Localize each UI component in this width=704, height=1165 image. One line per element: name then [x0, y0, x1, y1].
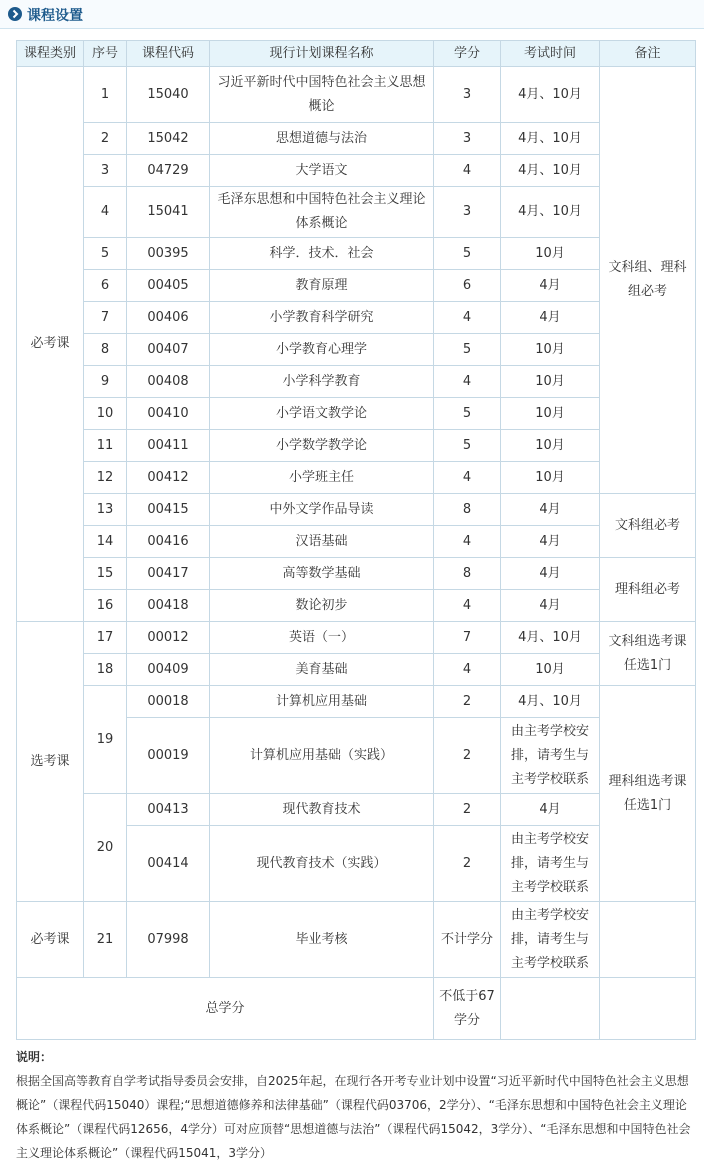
row-no: 19 — [84, 686, 127, 794]
row-credit: 4 — [434, 526, 501, 558]
row-credit: 3 — [434, 67, 501, 123]
table-row — [17, 302, 696, 334]
row-name: 小学教育科学研究 — [210, 302, 434, 334]
row-time: 10月 — [501, 654, 600, 686]
total-empty — [501, 978, 600, 1040]
row-code: 00414 — [127, 826, 210, 902]
table-row — [17, 654, 696, 686]
row-credit: 6 — [434, 270, 501, 302]
row-code: 00418 — [127, 590, 210, 622]
row-code: 00012 — [127, 622, 210, 654]
row-credit: 8 — [434, 558, 501, 590]
row-time: 4月、10月 — [501, 187, 600, 238]
row-time: 4月 — [501, 590, 600, 622]
table-row — [17, 123, 696, 155]
row-code: 00411 — [127, 430, 210, 462]
row-name: 思想道德与法治 — [210, 123, 434, 155]
table-row — [17, 526, 696, 558]
row-time: 由主考学校安排，请考生与主考学校联系 — [501, 826, 600, 902]
row-time: 4月、10月 — [501, 67, 600, 123]
total-label: 总学分 — [17, 978, 434, 1040]
course-table — [16, 40, 696, 1040]
row-name: 美育基础 — [210, 654, 434, 686]
row-no: 20 — [84, 794, 127, 902]
total-value: 不低于67学分 — [434, 978, 501, 1040]
table-row — [17, 67, 696, 123]
row-no: 4 — [84, 187, 127, 238]
header-code: 课程代码 — [127, 41, 210, 67]
row-code: 00019 — [127, 718, 210, 794]
table-row — [17, 590, 696, 622]
row-no: 18 — [84, 654, 127, 686]
row-credit: 2 — [434, 794, 501, 826]
row-time: 由主考学校安排，请考生与主考学校联系 — [501, 902, 600, 978]
row-no: 12 — [84, 462, 127, 494]
row-code: 00415 — [127, 494, 210, 526]
row-name: 小学班主任 — [210, 462, 434, 494]
row-time: 10月 — [501, 398, 600, 430]
row-name: 数论初步 — [210, 590, 434, 622]
row-time: 4月、10月 — [501, 155, 600, 187]
row-time: 4月、10月 — [501, 686, 600, 718]
row-code: 00408 — [127, 366, 210, 398]
row-time: 4月 — [501, 794, 600, 826]
row-name: 小学语文教学论 — [210, 398, 434, 430]
row-credit: 7 — [434, 622, 501, 654]
row-credit: 5 — [434, 430, 501, 462]
row-code: 04729 — [127, 155, 210, 187]
row-credit: 2 — [434, 826, 501, 902]
row-no: 9 — [84, 366, 127, 398]
table-row — [17, 155, 696, 187]
row-code: 00409 — [127, 654, 210, 686]
row-time: 4月 — [501, 494, 600, 526]
row-credit: 4 — [434, 155, 501, 187]
table-row — [17, 494, 696, 526]
remark-cell-empty — [600, 902, 696, 978]
row-name: 大学语文 — [210, 155, 434, 187]
row-no: 6 — [84, 270, 127, 302]
table-row — [17, 794, 696, 826]
table-row — [17, 462, 696, 494]
header-name: 现行计划课程名称 — [210, 41, 434, 67]
row-credit: 8 — [434, 494, 501, 526]
row-credit: 4 — [434, 590, 501, 622]
row-no: 17 — [84, 622, 127, 654]
row-code: 00417 — [127, 558, 210, 590]
row-code: 00412 — [127, 462, 210, 494]
row-name: 高等数学基础 — [210, 558, 434, 590]
table-header-row — [17, 41, 696, 67]
remark-cell: 理科组选考课任选1门 — [600, 686, 696, 902]
table-row — [17, 238, 696, 270]
table-row — [17, 187, 696, 238]
row-credit: 5 — [434, 238, 501, 270]
row-time: 10月 — [501, 430, 600, 462]
header-remark: 备注 — [600, 41, 696, 67]
row-time: 10月 — [501, 462, 600, 494]
row-no: 21 — [84, 902, 127, 978]
row-name: 现代教育技术（实践） — [210, 826, 434, 902]
row-name: 小学教育心理学 — [210, 334, 434, 366]
row-name: 小学数学教学论 — [210, 430, 434, 462]
row-code: 00407 — [127, 334, 210, 366]
row-no: 13 — [84, 494, 127, 526]
row-credit: 4 — [434, 302, 501, 334]
row-credit: 4 — [434, 654, 501, 686]
row-no: 16 — [84, 590, 127, 622]
total-empty — [600, 978, 696, 1040]
row-code: 00405 — [127, 270, 210, 302]
table-row — [17, 430, 696, 462]
row-time: 10月 — [501, 238, 600, 270]
table-row — [17, 622, 696, 654]
note-section — [16, 1045, 696, 1165]
row-code: 15042 — [127, 123, 210, 155]
row-name: 毕业考核 — [210, 902, 434, 978]
row-credit: 5 — [434, 398, 501, 430]
row-code: 15040 — [127, 67, 210, 123]
row-name: 毛泽东思想和中国特色社会主义理论体系概论 — [210, 187, 434, 238]
row-name: 计算机应用基础 — [210, 686, 434, 718]
row-credit: 3 — [434, 123, 501, 155]
remark-cell: 文科组、理科组必考 — [600, 67, 696, 494]
table-row — [17, 686, 696, 718]
row-name: 现代教育技术 — [210, 794, 434, 826]
chevron-right-icon — [8, 7, 22, 21]
row-name: 中外文学作品导读 — [210, 494, 434, 526]
table-row — [17, 334, 696, 366]
row-code: 15041 — [127, 187, 210, 238]
header-no: 序号 — [84, 41, 127, 67]
row-code: 00018 — [127, 686, 210, 718]
remark-cell: 文科组必考 — [600, 494, 696, 558]
row-no: 10 — [84, 398, 127, 430]
row-no: 2 — [84, 123, 127, 155]
row-credit: 4 — [434, 366, 501, 398]
table-row — [17, 270, 696, 302]
row-name: 汉语基础 — [210, 526, 434, 558]
row-no: 5 — [84, 238, 127, 270]
row-credit: 5 — [434, 334, 501, 366]
row-name: 计算机应用基础（实践） — [210, 718, 434, 794]
row-code: 00395 — [127, 238, 210, 270]
row-name: 小学科学教育 — [210, 366, 434, 398]
row-time: 由主考学校安排，请考生与主考学校联系 — [501, 718, 600, 794]
row-credit: 2 — [434, 718, 501, 794]
row-no: 15 — [84, 558, 127, 590]
row-no: 3 — [84, 155, 127, 187]
row-time: 4月 — [501, 558, 600, 590]
row-no: 1 — [84, 67, 127, 123]
row-name: 科学．技术．社会 — [210, 238, 434, 270]
row-code: 00410 — [127, 398, 210, 430]
category-cell: 选考课 — [17, 622, 84, 902]
remark-cell: 理科组必考 — [600, 558, 696, 622]
header-category: 课程类别 — [17, 41, 84, 67]
row-time: 4月 — [501, 526, 600, 558]
section-header — [0, 0, 704, 29]
category-cell: 必考课 — [17, 902, 84, 978]
row-code: 00406 — [127, 302, 210, 334]
row-time: 10月 — [501, 366, 600, 398]
row-code: 00416 — [127, 526, 210, 558]
table-row — [17, 366, 696, 398]
header-time: 考试时间 — [501, 41, 600, 67]
row-time: 10月 — [501, 334, 600, 366]
note-title: 说明： — [16, 1050, 53, 1064]
row-time: 4月、10月 — [501, 622, 600, 654]
row-no: 14 — [84, 526, 127, 558]
table-row — [17, 902, 696, 978]
row-code: 00413 — [127, 794, 210, 826]
row-code: 07998 — [127, 902, 210, 978]
row-no: 8 — [84, 334, 127, 366]
remark-cell: 文科组选考课任选1门 — [600, 622, 696, 686]
row-name: 英语（一） — [210, 622, 434, 654]
header-credit: 学分 — [434, 41, 501, 67]
table-row — [17, 398, 696, 430]
row-time: 4月、10月 — [501, 123, 600, 155]
row-time: 4月 — [501, 302, 600, 334]
category-cell: 必考课 — [17, 67, 84, 622]
row-no: 11 — [84, 430, 127, 462]
row-name: 教育原理 — [210, 270, 434, 302]
total-row — [17, 978, 696, 1040]
row-no: 7 — [84, 302, 127, 334]
row-credit: 4 — [434, 462, 501, 494]
table-row — [17, 558, 696, 590]
row-credit: 2 — [434, 686, 501, 718]
row-name: 习近平新时代中国特色社会主义思想概论 — [210, 67, 434, 123]
row-time: 4月 — [501, 270, 600, 302]
section-title: 课程设置 — [27, 8, 83, 24]
row-credit: 3 — [434, 187, 501, 238]
row-credit: 不计学分 — [434, 902, 501, 978]
note-text: 根据全国高等教育自学考试指导委员会安排，自2025年起，在现行各开考专业计划中设置“习近平新时代中国特色社会主义思想概论”（课程代码15040）课程;“思想道德修养和法律基础”（课程代码03706，2学分）、“毛泽东思想和中国特色社会主义理论体系概论”（课程代码12656，4学分）可对应顶替“思想道德与法治”（课程代码15042，3学分）、“毛泽东思想和中国特色社会主义理论体系概论”（课程代码15041，3学分） — [16, 1074, 691, 1160]
